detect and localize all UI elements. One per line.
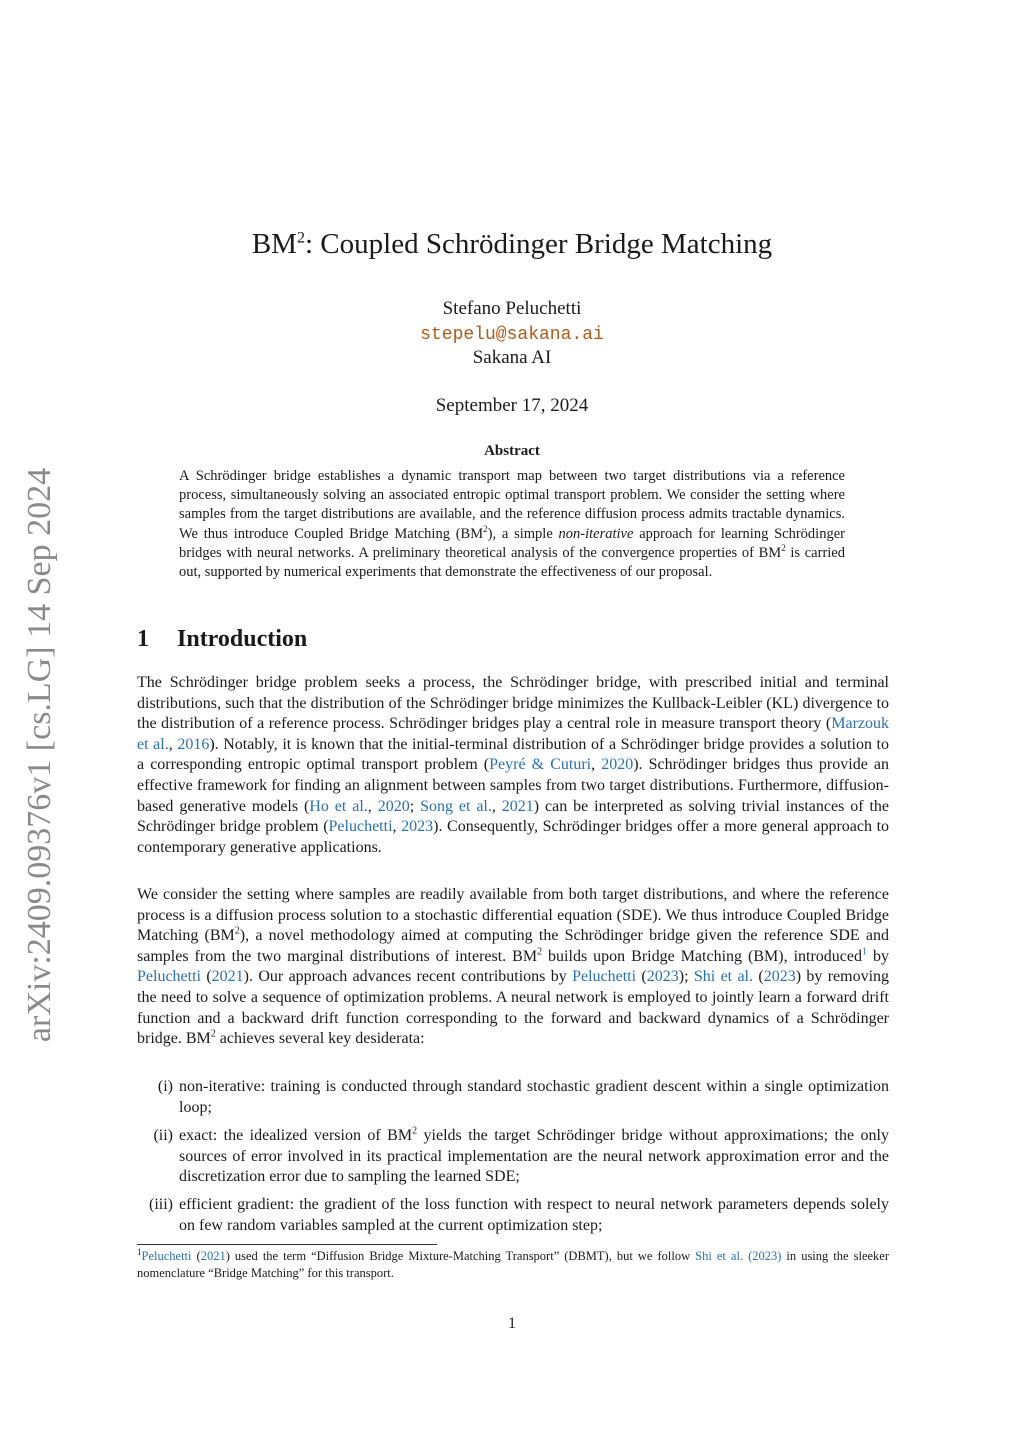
list-item-non-iterative xyxy=(137,1077,889,1118)
citation-link[interactable]: Peyré & Cuturi xyxy=(489,756,592,774)
footnote-ref-link[interactable]: 1 xyxy=(862,946,867,958)
list-label: (iii) xyxy=(149,1196,173,1213)
citation-year-link[interactable]: 2016 xyxy=(177,735,210,753)
citation-link[interactable]: Song et al. xyxy=(420,797,492,815)
citation-link[interactable]: Peluchetti xyxy=(328,818,393,836)
citation-link[interactable]: Marzouk et al. xyxy=(137,715,889,753)
paper-date: September 17, 2024 xyxy=(435,395,589,416)
list-text: non-iterative: training is conducted through standard stochastic gradient descent within a single optimization loop; xyxy=(179,1078,889,1116)
list-text: exact: the idealized version of $BM^2$ yields the target Schrödinger bridge without approximations; the only sources of error involved in its practical implementation are the neural network approximation error and the discretization error due to sampling the learned SDE; xyxy=(179,1125,889,1186)
arxiv-stamp-text: arXiv:2409.09376v1 [cs.LG] 14 Sep 2024 xyxy=(21,467,58,1043)
list-label: (i) xyxy=(157,1078,173,1095)
author-email[interactable]: stepelu@sakana.ai xyxy=(420,325,604,345)
citation-link[interactable]: Peluchetti xyxy=(141,1249,192,1263)
citation-link[interactable]: Peluchetti xyxy=(137,968,201,986)
list-label: (ii) xyxy=(153,1127,173,1144)
affiliation: Sakana AI xyxy=(472,347,552,368)
citation-year-link[interactable]: 2023 xyxy=(763,968,796,986)
citation-link[interactable]: Shi et al. xyxy=(693,968,754,986)
citation-year-link[interactable]: 2020 xyxy=(601,756,634,774)
citation-year-link[interactable]: 2020 xyxy=(377,797,410,815)
citation-link[interactable]: Peluchetti xyxy=(572,968,637,986)
citation-year-link[interactable]: 2021 xyxy=(200,1249,226,1263)
citation-year-link[interactable]: 2023 xyxy=(401,818,434,836)
page-number: 1 xyxy=(508,1315,516,1332)
footnote-1: $^1$Peluchetti (2021) used the term “Diffusion Bridge Mixture-Matching Transport” (DBMT), but we follow Shi et al. (2023) in using the sleeker nomenclature “Bridge Matching” for this transport. xyxy=(137,1246,890,1280)
abstract-body: A Schrödinger bridge establishes a dynamic transport map between two target distributions via a reference process, simultaneously solving an associated entropic optimal transport problem. We consider the setting where samples from the target distributions are available, and the reference diffusion process admits tractable dynamics. We thus introduce Coupled Bridge Matching $(BM^2)$, a simple non-iterative approach for learning Schrödinger bridges with neural networks. A preliminary theoretical analysis of the convergence properties of $BM^2$ is carried out, supported by numerical experiments that demonstrate the effectiveness of our proposal. xyxy=(179,468,845,581)
list-text: efficient gradient: the gradient of the loss function with respect to neural network parameters depends solely on few random variables sampled at the current optimization step; xyxy=(179,1196,889,1234)
footnote-divider xyxy=(137,1244,437,1245)
paper-title: $BM^2$: Coupled Schrödinger Bridge Matching xyxy=(251,228,773,260)
list-item-exact xyxy=(137,1126,889,1188)
citation-link[interactable]: Ho et al. xyxy=(309,797,368,815)
abstract-heading: Abstract xyxy=(484,443,540,459)
citation-year-link[interactable]: (2023) xyxy=(748,1249,782,1263)
section-heading-introduction: 1 Introduction xyxy=(137,626,308,652)
author-name: Stefano Peluchetti xyxy=(442,298,582,319)
arxiv-stamp xyxy=(10,450,70,1060)
citation-year-link[interactable]: 2023 xyxy=(646,968,679,986)
list-item-efficient-gradient xyxy=(137,1195,889,1236)
citation-year-link[interactable]: 2021 xyxy=(211,968,244,986)
citation-year-link[interactable]: 2021 xyxy=(501,797,534,815)
intro-paragraph-1: The Schrödinger bridge problem seeks a process, the Schrödinger bridge, with prescribed initial and terminal distributions, such that the distribution of the Schrödinger bridge minimizes the Kullback-Leibler (KL) divergence to the distribution of a reference process. Schrödinger bridges play a central role in measure transport theory (Marzouk et al., 2016). Notably, it is known that the initial-terminal distribution of a Schrödinger bridge provides a solution to a corresponding entropic optimal transport problem (Peyré & Cuturi, 2020). Schrödinger bridges thus provide an effective framework for finding an alignment between samples from two target distributions. Furthermore, diffusion-based generative models (Ho et al., 2020; Song et al., 2021) can be interpreted as solving trivial instances of the Schrödinger bridge problem (Peluchetti, 2023). Consequently, Schrödinger bridges offer a more general approach to contemporary generative applications. xyxy=(137,674,890,856)
intro-paragraph-2: We consider the setting where samples are readily available from both target distributions, and where the reference process is a diffusion process solution to a stochastic differential equation (SDE). We thus introduce Coupled Bridge Matching $(BM^2)$, a novel methodology aimed at computing the Schrödinger bridge given the reference SDE and samples from the two marginal distributions of interest. $BM^2$ builds upon Bridge Matching (BM), introduced$^1$ by Peluchetti (2021). Our approach advances recent contributions by Peluchetti (2023); Shi et al. (2023) by removing the need to solve a sequence of optimization problems. A neural network is employed to jointly learn a forward drift function and a backward drift function corresponding to the forward and backward dynamics of a Schrödinger bridge. $BM^2$ achieves several key desiderata: xyxy=(137,886,890,1048)
citation-link[interactable]: Shi et al. xyxy=(695,1249,744,1263)
